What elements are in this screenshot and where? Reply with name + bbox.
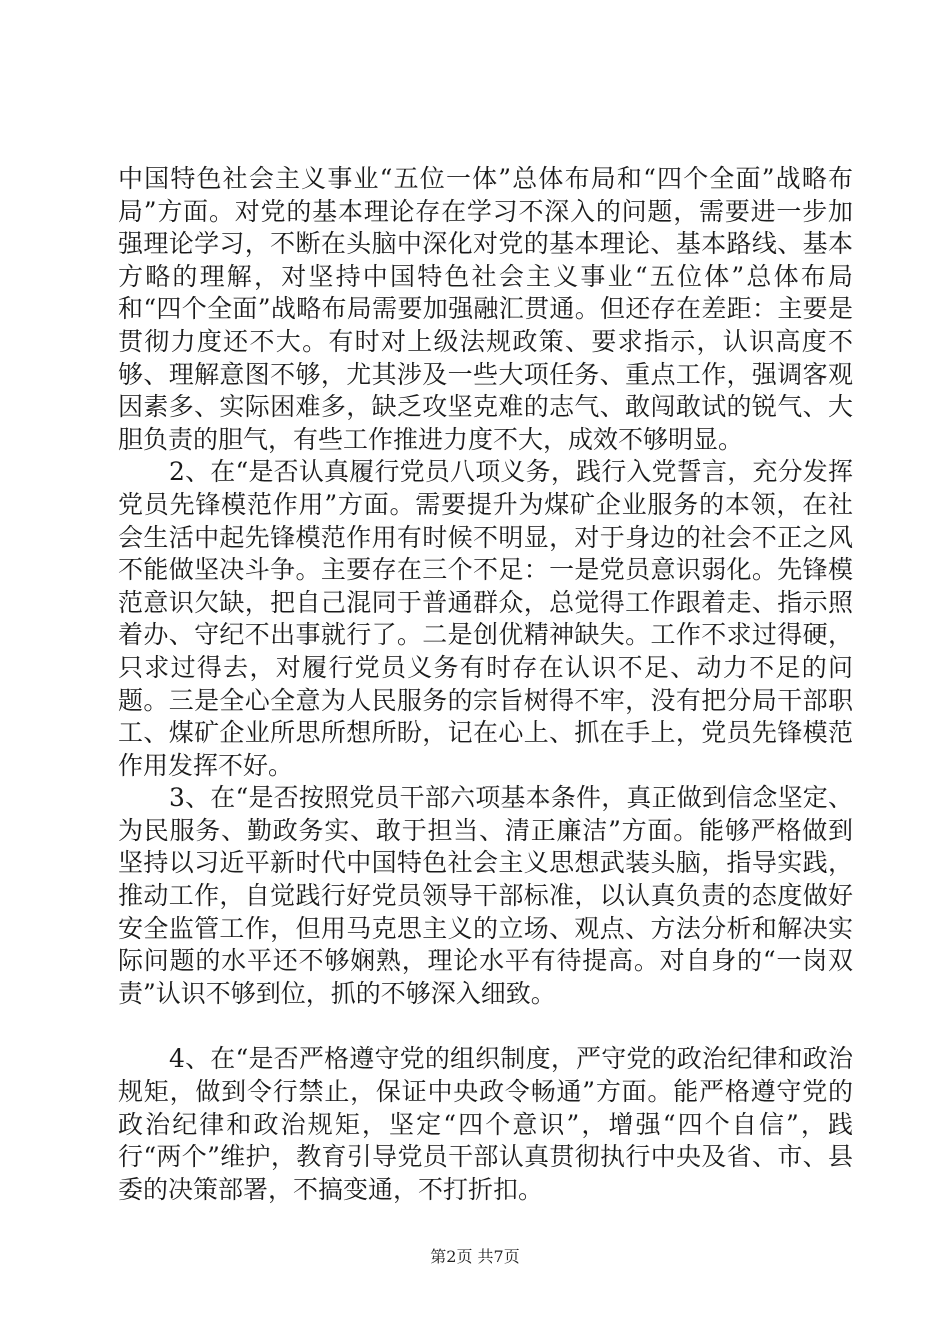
- page-footer: 第2页 共7页: [430, 1247, 520, 1266]
- paragraph-item-2: 2、在“是否认真履行党员八项义务，践行入党誓言，充分发挥党员先锋模范作用”方面。需要提升为煤矿企业服务的本领，在社会生活中起先锋模范作用有时候不明显，对于身边的社会不正之风不能做坚决斗争。主要存在三个不足：一是党员意识弱化。先锋模范意识欠缺，把自己混同于普通群众，总觉得工作跟着走、指示照着办、守纪不出事就行了。二是创优精神缺失。工作不求过得硬，只求过得去，对履行党员义务有时存在认识不足、动力不足的问题。三是全心全意为人民服务的宗旨树得不牢，没有把分局干部职工、煤矿企业所思所想所盼，记在心上、抓在手上，党员先锋模范作用发挥不好。: [118, 457, 853, 780]
- paragraph-item-3: 3、在“是否按照党员干部六项基本条件，真正做到信念坚定、为民服务、勤政务实、敢于担当、清正廉洁”方面。能够严格做到坚持以习近平新时代中国特色社会主义思想武装头脑，指导实践，推动工作，自觉践行好党员领导干部标准，以认真负责的态度做好安全监管工作，但用马克思主义的立场、观点、方法分析和解决实际问题的水平还不够娴熟，理论水平有待提高。对自身的“一岗双责”认识不够到位，抓的不够深入细致。: [118, 783, 853, 1008]
- document-body: [118, 163, 853, 1206]
- paragraph-item-4: 4、在“是否严格遵守党的组织制度，严守党的政治纪律和政治规矩，做到令行禁止，保证中央政令畅通”方面。能严格遵守党的政治纪律和政治规矩，坚定“四个意识”，增强“四个自信”，践行“两个”维护，教育引导党员干部认真贯彻执行中央及省、市、县委的决策部署，不搞变通，不打折扣。: [118, 1044, 853, 1204]
- paragraph-continuation: 中国特色社会主义事业“五位一体”总体布局和“四个全面”战略布局”方面。对党的基本理论存在学习不深入的问题，需要进一步加强理论学习，不断在头脑中深化对党的基本理论、基本路线、基本方略的理解，对坚持中国特色社会主义事业“五位体”总体布局和“四个全面”战略布局需要加强融汇贯通。但还存在差距：主要是贯彻力度还不大。有时对上级法规政策、要求指示，认识高度不够、理解意图不够，尤其涉及一些大项任务、重点工作，强调客观因素多、实际困难多，缺乏攻坚克难的志气、敢闯敢试的锐气、大胆负责的胆气，有些工作推进力度不大，成效不够明显。: [118, 164, 853, 454]
